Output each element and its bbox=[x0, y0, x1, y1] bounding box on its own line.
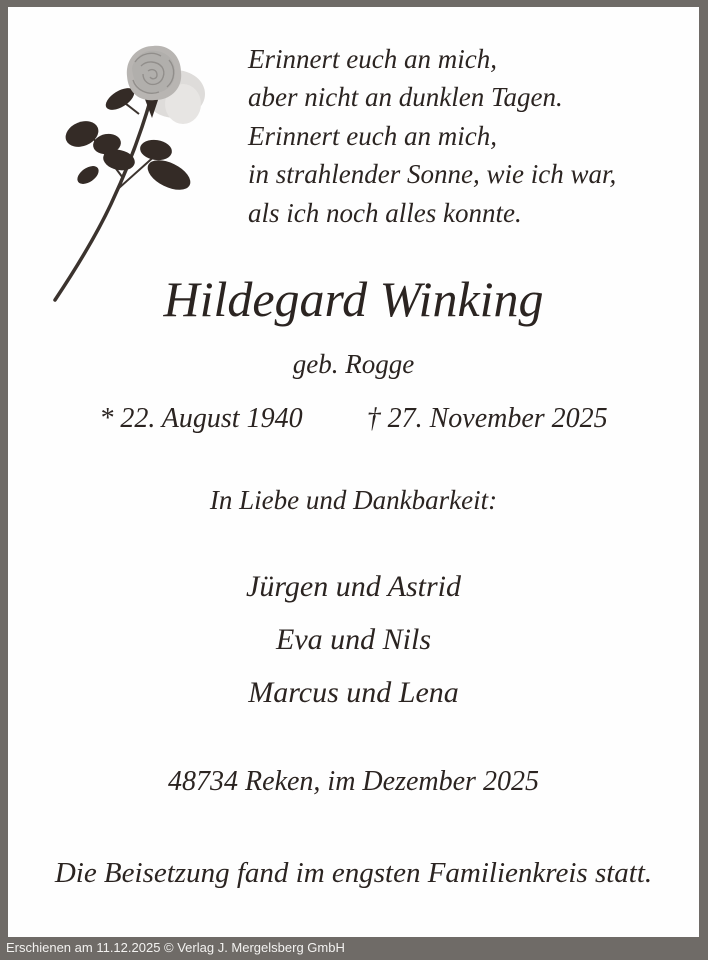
poem-line: Erinnert euch an mich, bbox=[248, 120, 497, 151]
publisher-credit: Erschienen am 11.12.2025 © Verlag J. Mergelsberg GmbH bbox=[6, 940, 345, 955]
poem-line: als ich noch alles konnte. bbox=[248, 197, 522, 228]
mourner-line: Jürgen und Astrid bbox=[246, 570, 461, 603]
poem-line: in strahlender Sonne, wie ich war, bbox=[248, 159, 617, 190]
deceased-name: Hildegard Winking bbox=[163, 271, 544, 327]
mourners-list bbox=[8, 560, 699, 719]
place-date-line: 48734 Reken, im Dezember 2025 bbox=[168, 766, 539, 797]
closing-line: Die Beisetzung fand im engsten Familienkreis statt. bbox=[54, 857, 653, 889]
mourner-line: Marcus und Lena bbox=[248, 676, 459, 709]
life-dates bbox=[8, 399, 699, 439]
poem-line: Erinnert euch an mich, bbox=[248, 44, 497, 74]
poem-line: aber nicht an dunklen Tagen. bbox=[248, 82, 563, 113]
rose-icon bbox=[35, 38, 235, 308]
birth-date: * 22. August 1940 bbox=[99, 403, 303, 434]
memorial-poem bbox=[248, 40, 616, 232]
maiden-name: geb. Rogge bbox=[292, 349, 415, 379]
death-date: † 27. November 2025 bbox=[366, 403, 608, 434]
notice-card bbox=[8, 7, 699, 937]
mourner-line: Eva und Nils bbox=[276, 623, 431, 656]
tribute-intro: In Liebe und Dankbarkeit: bbox=[209, 485, 498, 515]
